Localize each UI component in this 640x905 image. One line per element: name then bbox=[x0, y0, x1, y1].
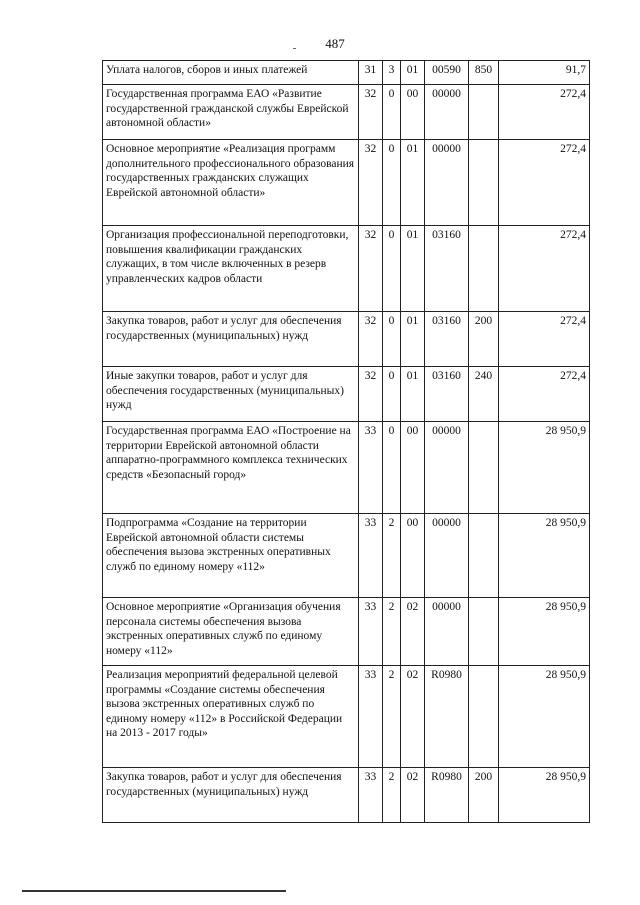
amount: 272,4 bbox=[499, 85, 590, 140]
row-name: Государственная программа ЕАО «Развитие государственной гражданской службы Еврейской автономной области» bbox=[103, 85, 359, 140]
amount: 272,4 bbox=[499, 312, 590, 367]
row-name: Государственная программа ЕАО «Построение на территории Еврейской автономной области аппаратно-программного комплекса технических средств «Безопасный город» bbox=[103, 422, 359, 514]
subprogram-code: 0 bbox=[383, 140, 401, 226]
amount: 272,4 bbox=[499, 226, 590, 312]
table-row bbox=[103, 85, 590, 140]
row-name: Основное мероприятие «Реализация программ дополнительного профессионального образования государственных гражданских служащих Еврейской автономной области» bbox=[103, 140, 359, 226]
row-name: Основное мероприятие «Организация обучения персонала системы обеспечения вызова экстренных оперативных служб по единому номеру «112» bbox=[103, 598, 359, 666]
activity-code: 00 bbox=[401, 514, 425, 598]
program-code: 32 bbox=[359, 312, 383, 367]
row-name: Реализация мероприятий федеральной целевой программы «Создание системы обеспечения вызова экстренных оперативных служб по единому номеру «112» в Российской Федерации на 2013 - 2017 годы» bbox=[103, 666, 359, 768]
subprogram-code: 2 bbox=[383, 666, 401, 768]
page-number: 487 bbox=[325, 36, 345, 51]
activity-code: 01 bbox=[401, 312, 425, 367]
activity-code: 01 bbox=[401, 367, 425, 422]
expense-type-code: 200 bbox=[469, 768, 499, 823]
row-name: Иные закупки товаров, работ и услуг для обеспечения государственных (муниципальных) нужд bbox=[103, 367, 359, 422]
subprogram-code: 0 bbox=[383, 226, 401, 312]
expense-type-code bbox=[469, 514, 499, 598]
expense-type-code: 240 bbox=[469, 367, 499, 422]
table-row bbox=[103, 514, 590, 598]
direction-code: 00000 bbox=[425, 598, 469, 666]
direction-code: 00590 bbox=[425, 61, 469, 85]
activity-code: 00 bbox=[401, 85, 425, 140]
expense-type-code: 850 bbox=[469, 61, 499, 85]
budget-table bbox=[102, 60, 590, 823]
direction-code: 00000 bbox=[425, 514, 469, 598]
row-name: Подпрограмма «Создание на территории Еврейской автономной области системы обеспечения вызова экстренных оперативных служб по единому номеру «112» bbox=[103, 514, 359, 598]
table-row bbox=[103, 312, 590, 367]
program-code: 33 bbox=[359, 514, 383, 598]
expense-type-code bbox=[469, 422, 499, 514]
table-row bbox=[103, 367, 590, 422]
amount: 91,7 bbox=[499, 61, 590, 85]
subprogram-code: 2 bbox=[383, 768, 401, 823]
subprogram-code: 0 bbox=[383, 312, 401, 367]
direction-code: 03160 bbox=[425, 367, 469, 422]
subprogram-code: 0 bbox=[383, 422, 401, 514]
program-code: 31 bbox=[359, 61, 383, 85]
activity-code: 01 bbox=[401, 140, 425, 226]
expense-type-code bbox=[469, 85, 499, 140]
row-name: Уплата налогов, сборов и иных платежей bbox=[103, 61, 359, 85]
table-row bbox=[103, 666, 590, 768]
program-code: 33 bbox=[359, 768, 383, 823]
row-name: Организация профессиональной переподготовки, повышения квалификации гражданских служащих, в том числе включенных в резерв управленческих кадров области bbox=[103, 226, 359, 312]
activity-code: 01 bbox=[401, 61, 425, 85]
bottom-rule bbox=[22, 890, 286, 892]
direction-code: 00000 bbox=[425, 140, 469, 226]
amount: 28 950,9 bbox=[499, 422, 590, 514]
amount: 28 950,9 bbox=[499, 514, 590, 598]
scan-mark bbox=[293, 48, 296, 49]
row-name: Закупка товаров, работ и услуг для обеспечения государственных (муниципальных) нужд bbox=[103, 312, 359, 367]
amount: 272,4 bbox=[499, 367, 590, 422]
expense-type-code bbox=[469, 140, 499, 226]
table-row bbox=[103, 598, 590, 666]
subprogram-code: 3 bbox=[383, 61, 401, 85]
program-code: 33 bbox=[359, 422, 383, 514]
table-row bbox=[103, 226, 590, 312]
table-row bbox=[103, 140, 590, 226]
expense-type-code bbox=[469, 666, 499, 768]
program-code: 32 bbox=[359, 140, 383, 226]
activity-code: 01 bbox=[401, 226, 425, 312]
program-code: 32 bbox=[359, 226, 383, 312]
expense-type-code bbox=[469, 598, 499, 666]
amount: 28 950,9 bbox=[499, 598, 590, 666]
subprogram-code: 0 bbox=[383, 85, 401, 140]
direction-code: R0980 bbox=[425, 666, 469, 768]
program-code: 32 bbox=[359, 367, 383, 422]
program-code: 33 bbox=[359, 598, 383, 666]
subprogram-code: 0 bbox=[383, 367, 401, 422]
amount: 28 950,9 bbox=[499, 768, 590, 823]
program-code: 32 bbox=[359, 85, 383, 140]
direction-code: R0980 bbox=[425, 768, 469, 823]
direction-code: 00000 bbox=[425, 85, 469, 140]
table-row bbox=[103, 768, 590, 823]
expense-type-code bbox=[469, 226, 499, 312]
direction-code: 03160 bbox=[425, 312, 469, 367]
expense-type-code: 200 bbox=[469, 312, 499, 367]
direction-code: 00000 bbox=[425, 422, 469, 514]
activity-code: 00 bbox=[401, 422, 425, 514]
table-row bbox=[103, 422, 590, 514]
program-code: 33 bbox=[359, 666, 383, 768]
activity-code: 02 bbox=[401, 666, 425, 768]
subprogram-code: 2 bbox=[383, 514, 401, 598]
subprogram-code: 2 bbox=[383, 598, 401, 666]
row-name: Закупка товаров, работ и услуг для обеспечения государственных (муниципальных) нужд bbox=[103, 768, 359, 823]
table-row bbox=[103, 61, 590, 85]
activity-code: 02 bbox=[401, 768, 425, 823]
activity-code: 02 bbox=[401, 598, 425, 666]
direction-code: 03160 bbox=[425, 226, 469, 312]
amount: 272,4 bbox=[499, 140, 590, 226]
amount: 28 950,9 bbox=[499, 666, 590, 768]
